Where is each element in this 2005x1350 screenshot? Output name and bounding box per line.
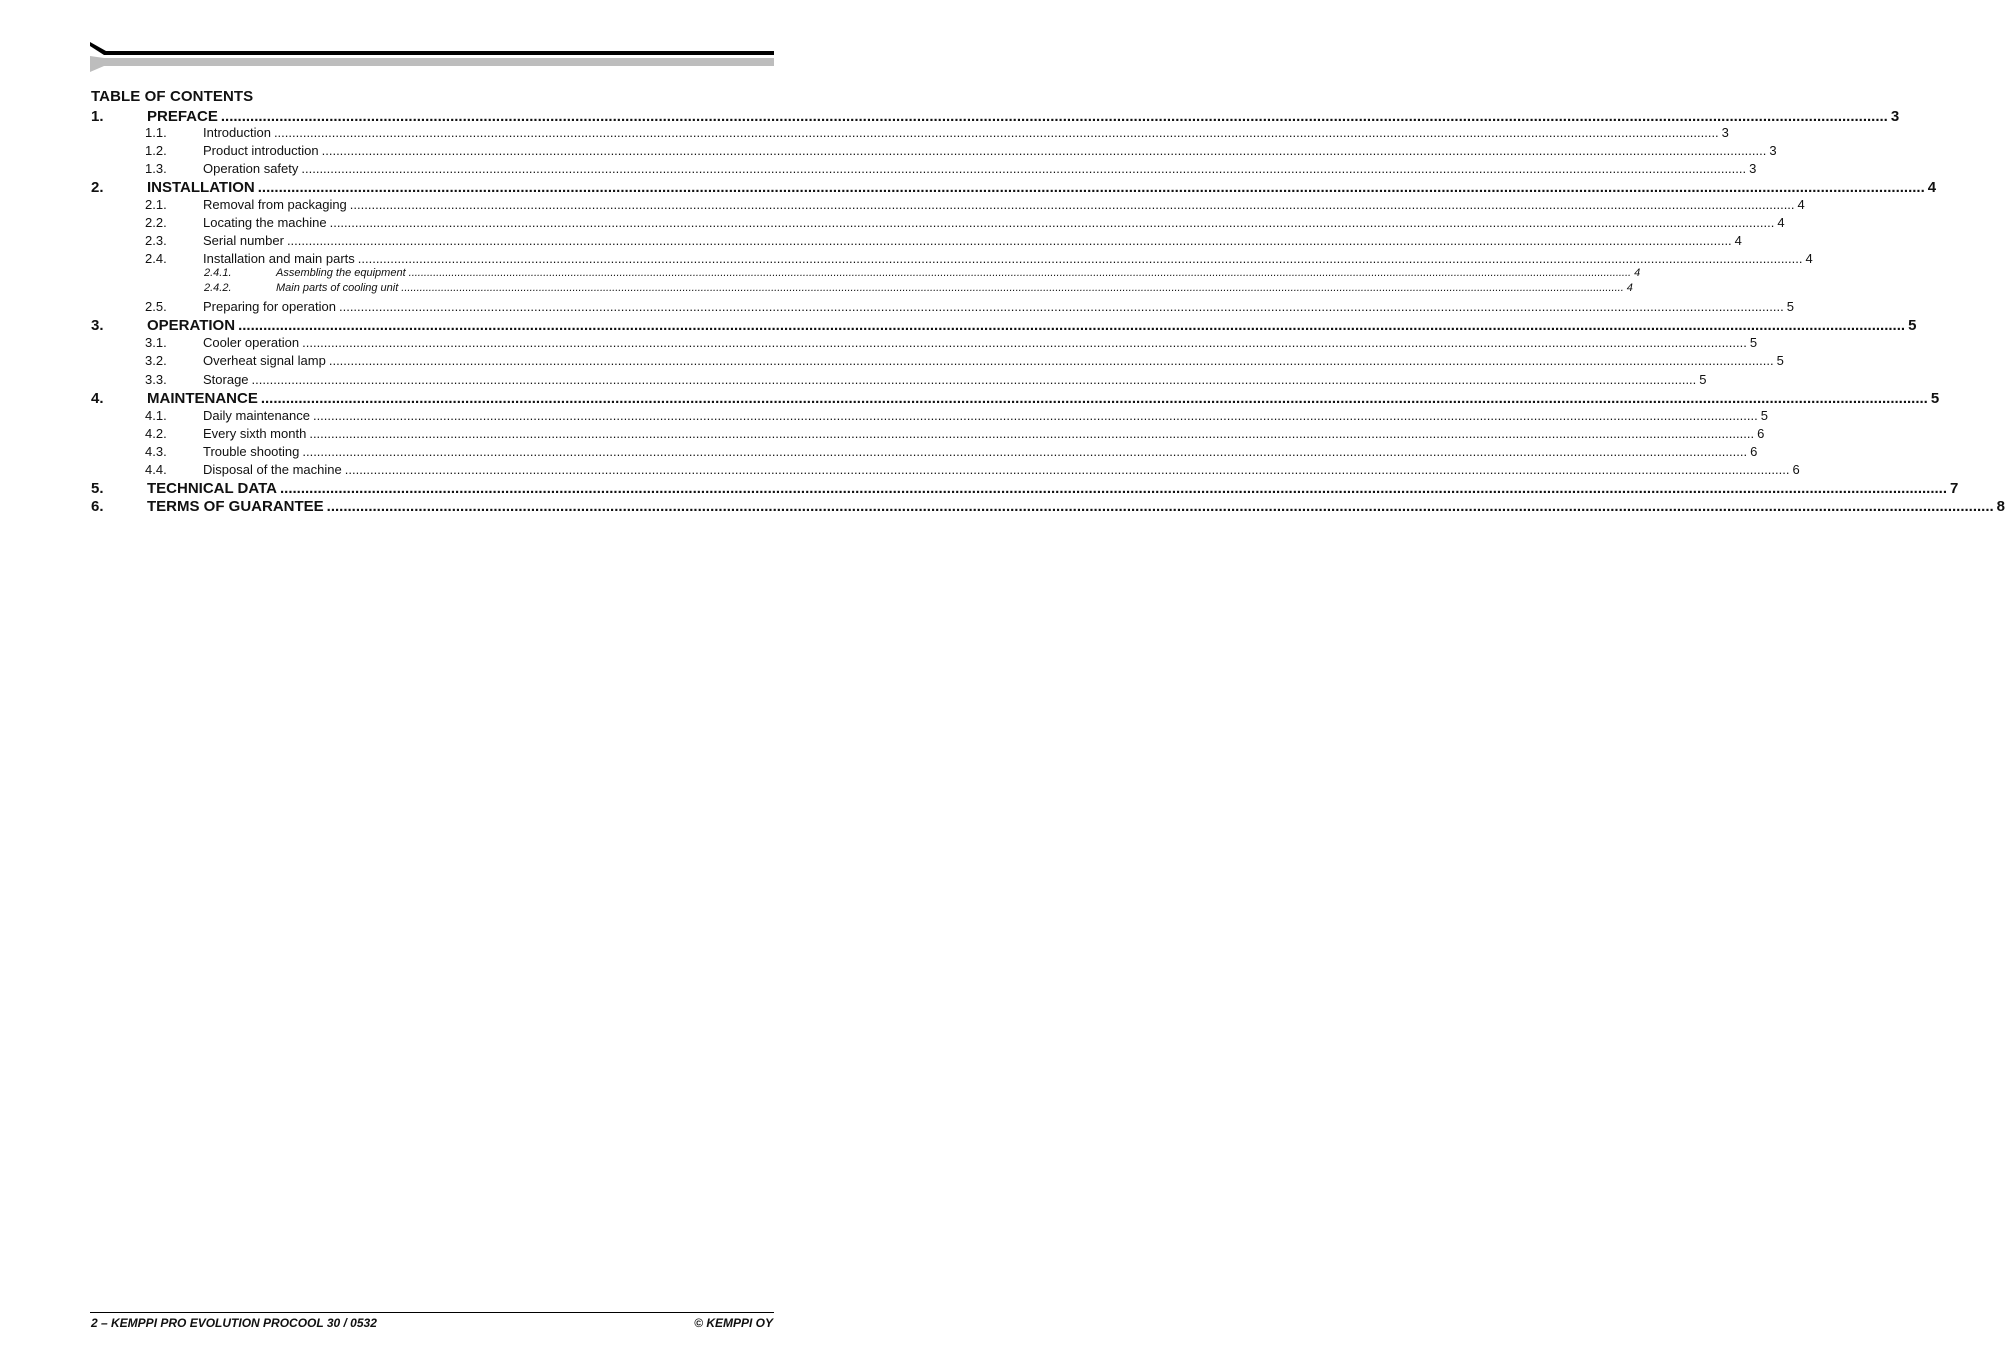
toc-entry-page: 6 [1757,426,1765,441]
footer-copyright: © KEMPPI OY [694,1316,773,1330]
toc-entry-title: Installation and main parts [203,251,355,266]
toc-entry [91,498,2005,515]
toc-entry-title: Main parts of cooling unit [276,282,399,294]
toc-dot-leader: ................................................................................................................................................................................................................................................................................................................................................................................................................ [401,282,1624,294]
toc-entry-number: 2.4. [145,251,167,266]
toc-entry-page: 5 [1749,335,1758,350]
toc-entry-title: Introduction [203,125,271,140]
toc-dot-leader: ................................................................................................................................................................................................................................................................................................................................................................................................................ [302,335,1747,350]
header-decoration [90,42,774,74]
toc-dot-leader: ................................................................................................................................................................................................................................................................................................................................................................................................................ [344,462,1790,477]
toc-entry [91,267,1641,279]
toc-dot-leader: ................................................................................................................................................................................................................................................................................................................................................................................................................ [338,299,1784,314]
toc-entry-page: 4 [1797,197,1805,212]
toc-entry-number: 2.4.1. [204,267,232,279]
toc-dot-leader: ................................................................................................................................................................................................................................................................................................................................................................................................................ [286,233,1732,248]
toc-entry-number: 4.1. [145,408,167,423]
footer-document-title: 2 – KEMPPI PRO EVOLUTION PROCOOL 30 / 0532 [91,1316,377,1330]
toc-entry-page: 7 [1950,480,1959,497]
toc-dot-leader: ................................................................................................................................................................................................................................................................................................................................................................................................................ [357,251,1803,266]
toc-entry [91,161,1757,176]
toc-entry-page: 3 [1749,161,1757,176]
toc-entry-number: 2.5. [145,299,167,314]
toc-entry-number: 4.3. [145,444,167,459]
toc-entry-title: Every sixth month [203,426,307,441]
toc-entry-title: Product introduction [203,143,319,158]
toc-dot-leader: ................................................................................................................................................................................................................................................................................................................................................................................................................ [273,125,1719,140]
toc-heading: TABLE OF CONTENTS [91,88,254,105]
toc-entry [91,335,1758,350]
toc-entry-title: Serial number [203,233,284,248]
toc-entry-number: 4.2. [145,426,167,441]
toc-entry [91,353,1784,368]
toc-entry-title: Daily maintenance [203,408,310,423]
toc-entry-page: 3 [1721,125,1729,140]
toc-entry-number: 4.4. [145,462,167,477]
toc-entry-title: Removal from packaging [203,197,347,212]
toc-entry-number: 1.1. [145,125,167,140]
toc-entry [91,179,1937,196]
toc-entry-title: Disposal of the machine [203,462,342,477]
toc-entry-page: 4 [1734,233,1742,248]
toc-entry-title: TERMS OF GUARANTEE [147,498,324,515]
toc-entry [91,462,1800,477]
toc-dot-leader: ................................................................................................................................................................................................................................................................................................................................................................................................................ [326,498,1994,515]
toc-dot-leader: ................................................................................................................................................................................................................................................................................................................................................................................................................ [257,179,1925,196]
toc-dot-leader: ................................................................................................................................................................................................................................................................................................................................................................................................................ [301,161,1747,176]
toc-dot-leader: ................................................................................................................................................................................................................................................................................................................................................................................................................ [321,143,1767,158]
toc-dot-leader: ................................................................................................................................................................................................................................................................................................................................................................................................................ [260,390,1928,407]
toc-dot-leader: ................................................................................................................................................................................................................................................................................................................................................................................................................ [408,267,1632,279]
toc-dot-leader: ................................................................................................................................................................................................................................................................................................................................................................................................................ [220,108,1888,125]
toc-entry-number: 2. [91,179,104,196]
toc-entry-page: 5 [1776,353,1784,368]
toc-dot-leader: ................................................................................................................................................................................................................................................................................................................................................................................................................ [329,215,1775,230]
toc-entry-page: 5 [1699,372,1707,387]
toc-entry [91,197,1805,212]
toc-dot-leader: ................................................................................................................................................................................................................................................................................................................................................................................................................ [238,317,1906,334]
toc-dot-leader: ................................................................................................................................................................................................................................................................................................................................................................................................................ [280,480,1947,497]
toc-dot-leader: ................................................................................................................................................................................................................................................................................................................................................................................................................ [302,444,1748,459]
toc-entry-page: 8 [1996,498,2005,515]
toc-entry-title: PREFACE [147,108,218,125]
toc-dot-leader: ................................................................................................................................................................................................................................................................................................................................................................................................................ [349,197,1795,212]
toc-entry-page: 6 [1750,444,1758,459]
toc-entry-page: 5 [1760,408,1768,423]
toc-entry [91,317,1917,334]
toc-entry-title: Preparing for operation [203,299,336,314]
toc-entry [91,251,1813,266]
footer-divider [90,1312,774,1313]
toc-entry-title: Storage [203,372,249,387]
toc-entry-number: 1.3. [145,161,167,176]
toc-entry-page: 4 [1927,179,1937,196]
toc-entry-title: Assembling the equipment [276,267,406,279]
toc-entry-page: 4 [1634,267,1641,279]
toc-entry [91,390,1940,407]
toc-entry-number: 1.2. [145,143,167,158]
toc-entry-page: 3 [1769,143,1777,158]
toc-dot-leader: ................................................................................................................................................................................................................................................................................................................................................................................................................ [312,408,1758,423]
toc-entry-title: Locating the machine [203,215,327,230]
toc-entry-number: 1. [91,108,104,125]
toc-entry [91,143,1777,158]
toc-entry-number: 2.1. [145,197,167,212]
toc-entry [91,426,1765,441]
toc-entry-title: Operation safety [203,161,299,176]
toc-entry-page: 6 [1792,462,1800,477]
toc-entry-number: 2.3. [145,233,167,248]
toc-entry-page: 4 [1626,282,1633,294]
toc-entry [91,233,1742,248]
toc-entry-number: 2.2. [145,215,167,230]
toc-entry-number: 5. [91,480,104,497]
toc-entry-title: TECHNICAL DATA [147,480,277,497]
toc-entry-title: Trouble shooting [203,444,300,459]
toc-dot-leader: ................................................................................................................................................................................................................................................................................................................................................................................................................ [309,426,1755,441]
toc-dot-leader: ................................................................................................................................................................................................................................................................................................................................................................................................................ [251,372,1697,387]
toc-entry-page: 4 [1805,251,1813,266]
toc-entry [91,215,1785,230]
toc-entry-title: Overheat signal lamp [203,353,326,368]
toc-entry-page: 5 [1786,299,1794,314]
toc-entry-title: Cooler operation [203,335,300,350]
toc-entry-title: OPERATION [147,317,236,334]
toc-entry-title: MAINTENANCE [147,390,258,407]
toc-entry [91,282,1633,294]
toc-entry-number: 6. [91,498,104,515]
toc-entry [91,125,1729,140]
toc-entry-number: 4. [91,390,104,407]
toc-entry-number: 2.4.2. [204,282,232,294]
toc-entry-number: 3. [91,317,104,334]
toc-entry [91,372,1707,387]
toc-entry-number: 3.3. [145,372,167,387]
toc-entry [91,480,1959,497]
toc-entry-page: 3 [1890,108,1900,125]
toc-entry-number: 3.2. [145,353,167,368]
toc-dot-leader: ................................................................................................................................................................................................................................................................................................................................................................................................................ [328,353,1774,368]
toc-entry [91,108,1900,125]
toc-entry [91,408,1768,423]
toc-entry [91,444,1758,459]
toc-entry-page: 4 [1777,215,1785,230]
toc-entry-page: 5 [1908,317,1917,334]
toc-entry [91,299,1794,314]
toc-entry-number: 3.1. [145,335,167,350]
toc-entry-title: INSTALLATION [147,179,255,196]
toc-entry-page: 5 [1930,390,1940,407]
